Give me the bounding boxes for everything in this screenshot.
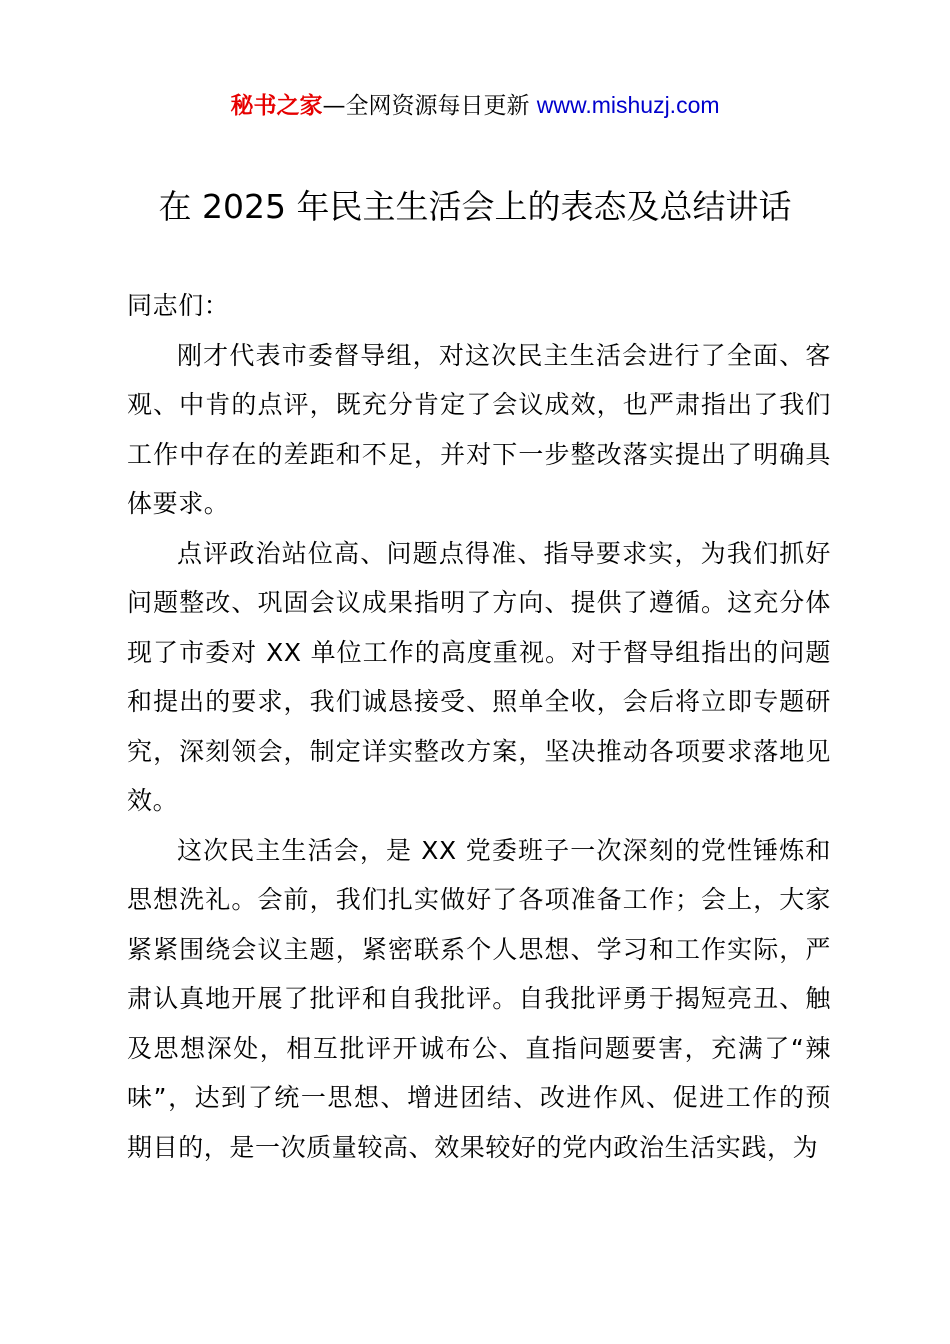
header-tagline: —全网资源每日更新 [322,93,537,119]
document-title: 在 2025 年民主生活会上的表态及总结讲话 [158,187,792,226]
paragraph-1: 刚才代表市委督导组，对这次民主生活会进行了全面、客观、中肯的点评，既充分肯定了会议成效，也严肃指出了我们工作中存在的差距和不足，并对下一步整改落实提出了明确具体要求。 [127,340,831,518]
salutation: 同志们： [127,291,230,320]
paragraph-3: 这次民主生活会，是 XX 党委班子一次深刻的党性锤炼和思想洗礼。会前，我们扎实做好了各项准备工作；会上，大家紧紧围绕会议主题，紧密联系个人思想、学习和工作实际，严肃认真地开展了批评和自我批评。自我批评勇于揭短亮丑、触及思想深处，相互批评开诚布公、直指问题要害，充满了“辣味”，达到了统一思想、增进团结、改进作风、促进工作的预期目的，是一次质量较高、效果较好的党内政治生活实践，为 [127,835,831,1162]
brand-name: 秘书之家 [230,93,323,119]
site-url-link[interactable]: www.mishuzj.com [536,92,720,118]
site-header [0,88,950,123]
paragraph-2: 点评政治站位高、问题点得准、指导要求实，为我们抓好问题整改、巩固会议成果指明了方向、提供了遵循。这充分体现了市委对 XX 单位工作的高度重视。对于督导组指出的问题和提出的要求，我们诚恳接受、照单全收，会后将立即专题研究，深刻领会，制定详实整改方案，坚决推动各项要求落地见效。 [127,538,831,815]
document-body [127,281,831,1172]
